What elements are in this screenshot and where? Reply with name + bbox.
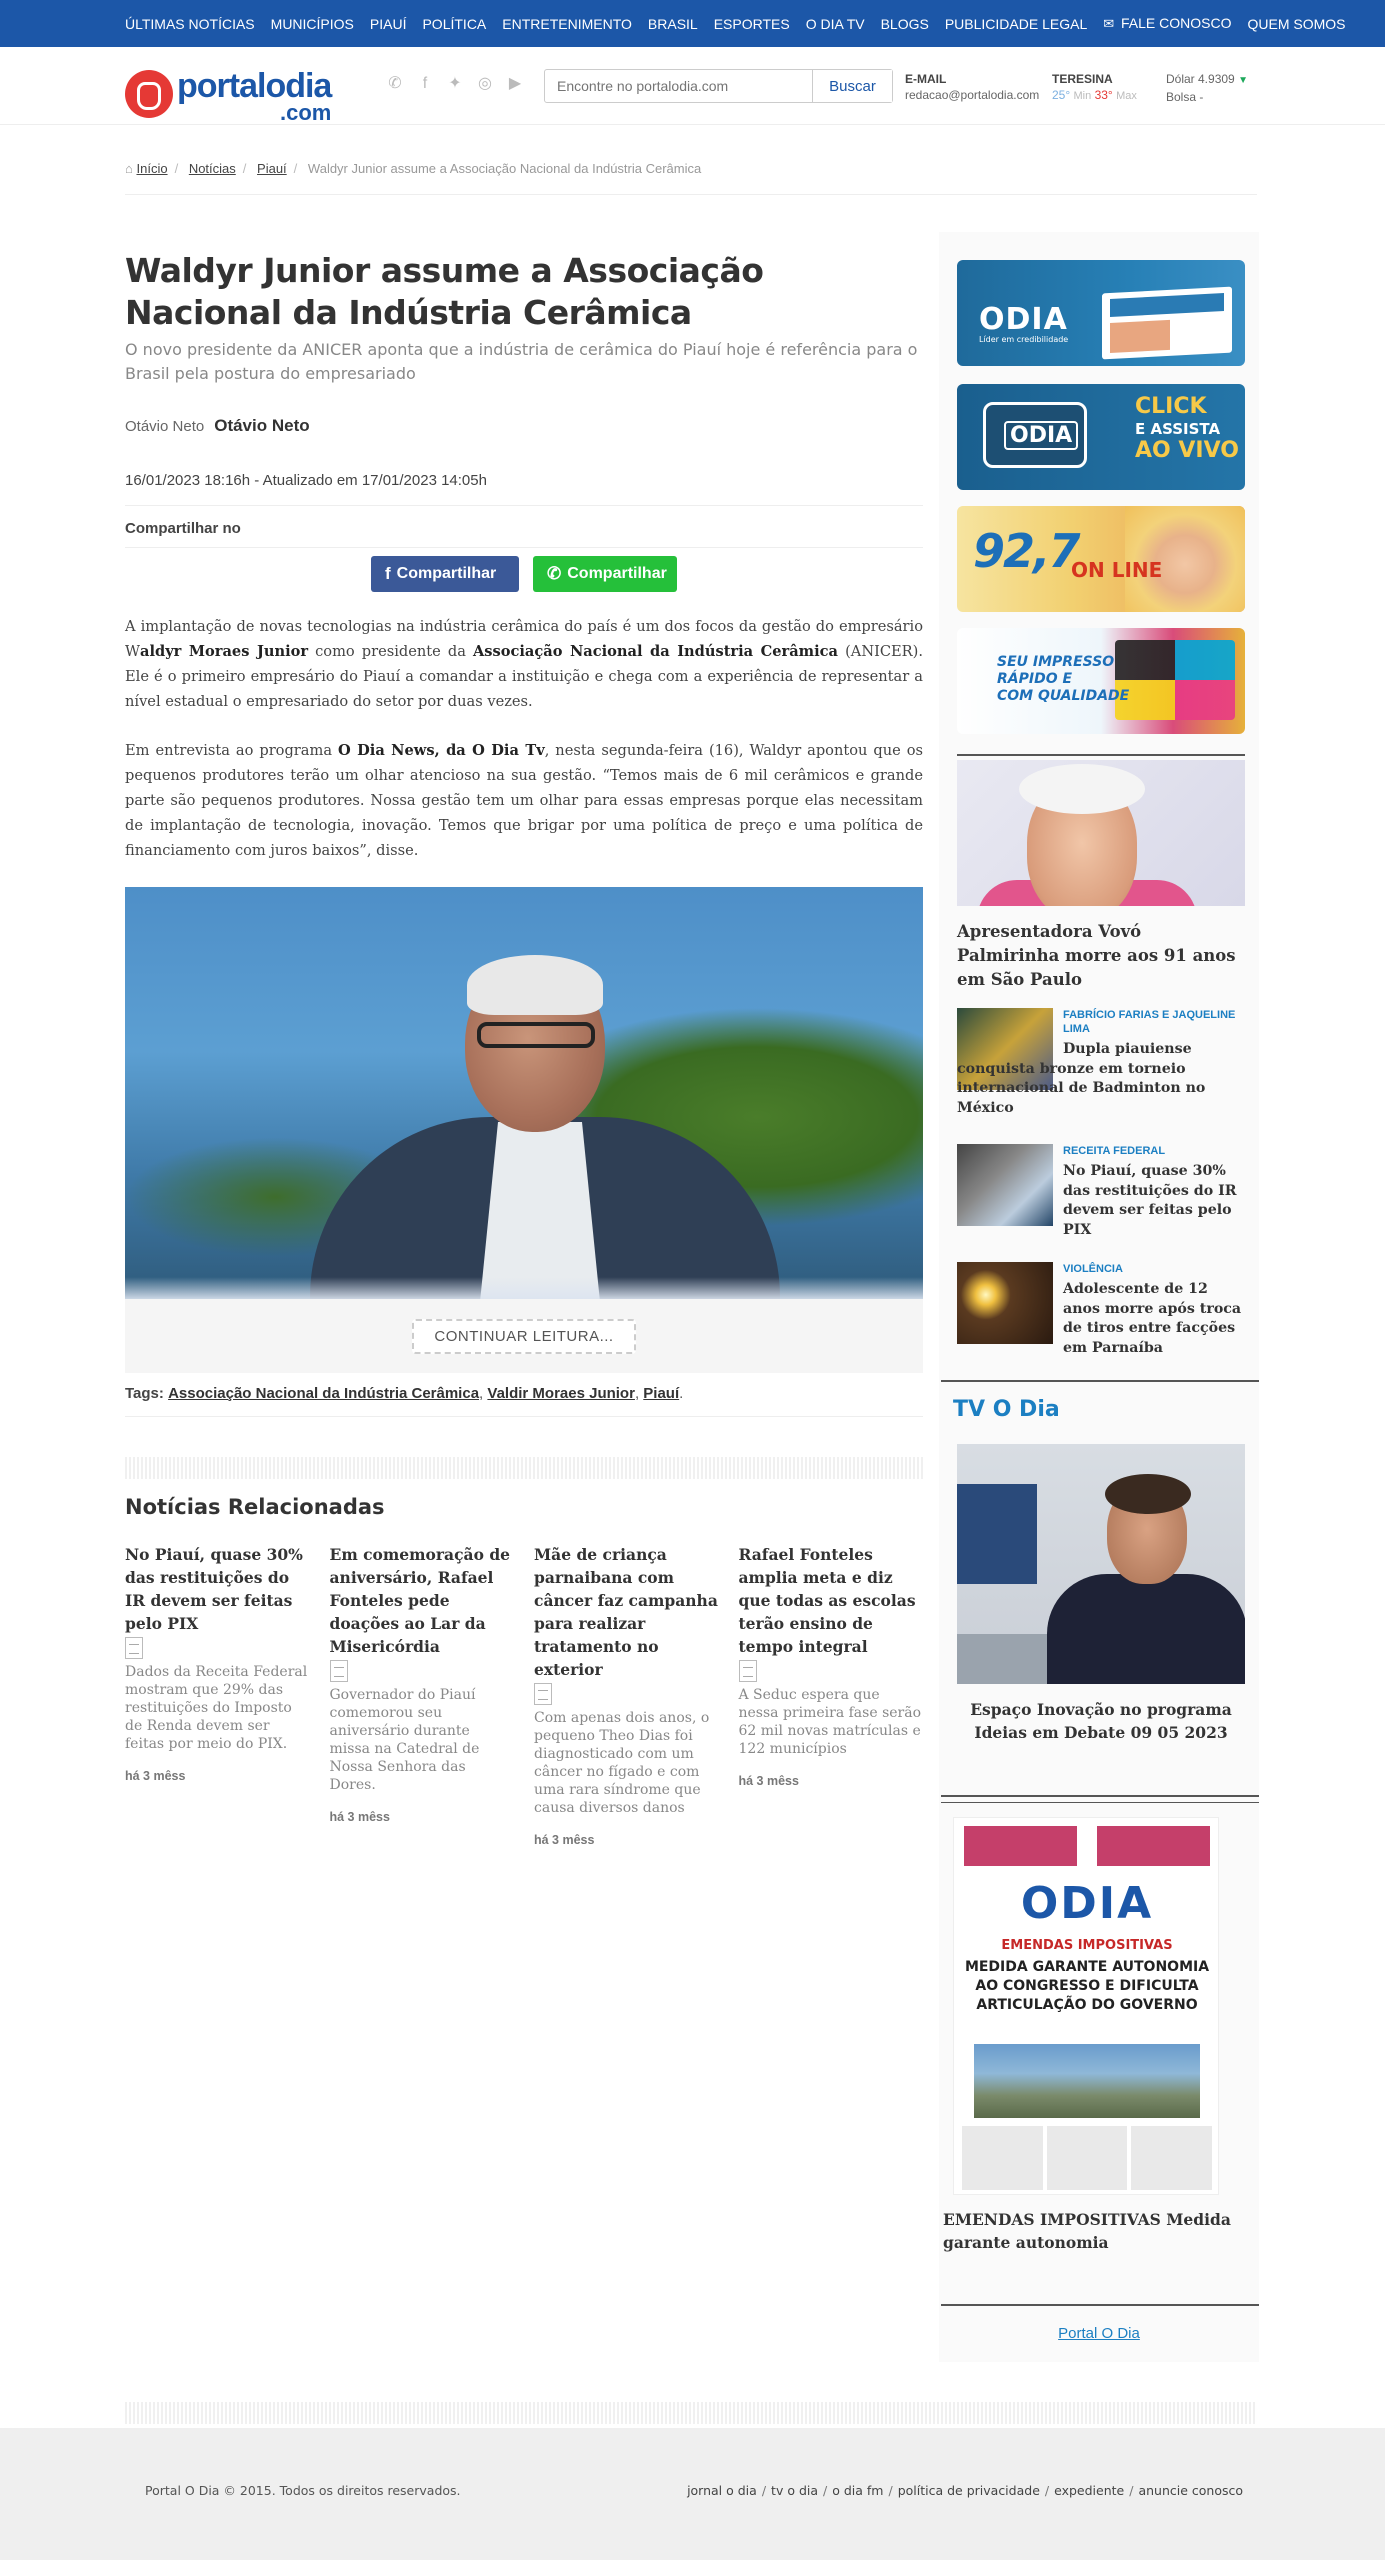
banner-tv-logo: ODIA (1004, 421, 1078, 450)
site-footer (0, 2428, 1385, 2560)
related-news-title[interactable]: Em comemoração de aniversário, Rafael Fonteles pede doações ao Lar da Misericórdia (329, 1545, 511, 1656)
article-date: 16/01/2023 18:16h - Atualizado em 17/01/2023 14:05h (125, 472, 923, 506)
article-title: Waldyr Junior assume a Associação Nacional da Indústria Cerâmica (125, 251, 764, 332)
social-links (385, 74, 535, 94)
banner-odia-tv-live[interactable] (957, 384, 1245, 490)
whatsapp-icon: ✆ (547, 564, 562, 583)
nav-item-piaui[interactable]: PIAUÍ (369, 15, 407, 32)
nav-item-fale-conosco[interactable] (1103, 15, 1231, 32)
article (125, 250, 923, 1847)
banner-online: ON LINE (1071, 558, 1163, 582)
related-news-desc: Dados da Receita Federal mostram que 29% das restituições do Imposto de Renda devem ser feitas por meio do PIX. (125, 1664, 308, 1752)
news-title[interactable]: Dupla piauiense conquista bronze em torneio internacional de Badminton no México (957, 1041, 1206, 1116)
banner-print-l3: COM QUALIDADE (997, 688, 1130, 704)
related-news-item[interactable] (125, 1543, 310, 1847)
sidebar-divider (941, 1380, 1259, 1382)
news-category: VIOLÊNCIA (1063, 1263, 1123, 1275)
footer-link-jornal[interactable]: jornal o dia (687, 2483, 757, 2498)
section-divider (125, 1457, 923, 1479)
nav-item-quem-somos[interactable]: QUEM SOMOS (1247, 15, 1346, 32)
tag-link[interactable]: Valdir Moraes Junior (487, 1385, 635, 1402)
related-news-list (125, 1543, 923, 1847)
weather-max: 33° (1094, 88, 1113, 102)
cover-top-boxes (954, 1818, 1219, 1874)
news-title[interactable]: No Piauí, quase 30% das restituições do IR devem ser feitas pelo PIX (1063, 1163, 1237, 1238)
cmyk-icon (1115, 640, 1235, 720)
breadcrumb-home[interactable]: Início (136, 161, 168, 176)
footer-copyright: Portal O Dia © 2015. Todos os direitos reservados. (145, 2483, 461, 2498)
share-facebook-label: Compartilhar (396, 565, 497, 582)
newspaper-cover[interactable] (953, 1817, 1219, 2195)
weather-city: TERESINA (1052, 72, 1113, 86)
banner-odia-logo: ODIA (979, 302, 1068, 337)
article-image (125, 887, 923, 1299)
weather-info (1052, 71, 1137, 104)
twitter-icon[interactable]: ✦ (448, 75, 462, 92)
related-news-desc: Governador do Piauí comemorou seu aniversário durante missa na Catedral de Nossa Senhora das Dores. (329, 1687, 480, 1793)
news-title[interactable]: Adolescente de 12 anos morre após troca de tiros entre facções em Parnaíba (1063, 1281, 1242, 1356)
breadcrumb-current: Waldyr Junior assume a Associação Nacional da Indústria Cerâmica (307, 161, 702, 176)
footer-link-fm[interactable]: o dia fm (832, 2483, 884, 2498)
continue-reading-area (125, 1299, 923, 1373)
sidebar-divider (941, 2304, 1259, 2306)
banner-odia-tag: Líder em credibilidade (979, 335, 1069, 344)
document-icon (330, 1660, 348, 1682)
email-label: E-MAIL (905, 72, 947, 86)
caret-down-icon: ▼ (1238, 75, 1248, 86)
related-news-desc: Com apenas dois anos, o pequeno Theo Dias foi diagnosticado com um câncer no fígado e com uma rara síndrome que causa diversos danos (534, 1710, 710, 1816)
news-thumbnail (957, 1144, 1053, 1226)
featured-news-title[interactable]: Apresentadora Vovó Palmirinha morre aos 91 anos em São Paulo (957, 922, 1236, 989)
footer-link-anuncie[interactable]: anuncie conosco (1138, 2483, 1243, 2498)
newspaper-cover-caption[interactable]: EMENDAS IMPOSITIVAS Medida garante autonomia (943, 2210, 1231, 2252)
breadcrumb-section[interactable]: Piauí (257, 161, 287, 176)
bolsa-rate: Bolsa - (1166, 90, 1204, 104)
banner-assista: E ASSISTA (1135, 420, 1221, 438)
related-news-time: há 3 mêss (534, 1833, 595, 1847)
news-category: RECEITA FEDERAL (1063, 1145, 1166, 1157)
sidebar-divider (941, 1795, 1259, 1797)
article-subtitle: O novo presidente da ANICER aponta que a indústria de cerâmica do Piauí hoje é referência para o Brasil pela postura do empresariado (125, 340, 918, 383)
article-paragraph: Em entrevista ao programa O Dia News, da O Dia Tv, nesta segunda-feira (16), Waldyr apontou que os pequenos produtores terão um olhar atencioso na sua gestão. “Temos mais de 6 mil cerâmicos e grande parte são pequenos produtores. Nossa gestão tem um olhar para essas empresas porque elas necessitam de implantação de tecnologia, inovação. Temos que brigar por uma política de preço e uma política de financiamento com juros baixos”, disse. (125, 742, 923, 859)
article-tags: Tags: Associação Nacional da Indústria Cerâmica, Valdir Moraes Junior, Piauí. (125, 1385, 923, 1417)
author-name[interactable]: Otávio Neto (214, 416, 310, 435)
search-box (544, 69, 893, 103)
related-news-title[interactable]: No Piauí, quase 30% das restituições do IR devem ser feitas pelo PIX (125, 1545, 303, 1633)
facebook-icon[interactable]: f (422, 75, 428, 92)
banner-radio-number: 92,7 (973, 524, 1079, 578)
featured-news-image[interactable] (957, 760, 1245, 906)
logo-suffix: .com (280, 100, 332, 125)
banner-print-l2: RÁPIDO E (997, 671, 1073, 687)
tags-label: Tags: (125, 1385, 164, 1402)
share-whatsapp-button[interactable] (533, 556, 677, 592)
cover-bottom-strip (960, 2126, 1214, 2190)
market-info (1166, 71, 1248, 105)
related-news-desc: A Seduc espera que nessa primeira fase serão 62 mil novas matrículas e 122 municípios (738, 1687, 922, 1757)
banner-odia-newspaper[interactable] (957, 260, 1245, 366)
share-buttons (125, 556, 923, 592)
nav-item-odia-tv[interactable]: O DIA TV (805, 15, 865, 32)
portal-odia-link[interactable]: Portal O Dia (1058, 2325, 1140, 2342)
banner-print-l1: SEU IMPRESSO (997, 654, 1115, 670)
cover-photo (974, 2044, 1200, 2118)
footer-divider (125, 2402, 1257, 2424)
sidebar (939, 232, 1259, 2362)
sidebar-divider (957, 754, 1245, 756)
continue-reading-button[interactable]: CONTINUAR LEITURA... (412, 1319, 635, 1354)
facebook-icon: f (385, 564, 391, 583)
sidebar-news-item[interactable] (957, 1262, 1245, 1356)
related-news-item[interactable] (534, 1543, 719, 1847)
envelope-icon: ✉ (1103, 16, 1115, 31)
related-news-time: há 3 mêss (738, 1774, 799, 1788)
related-news-title[interactable]: Rafael Fonteles amplia meta e diz que todas as escolas terão ensino de tempo integral (738, 1545, 916, 1656)
breadcrumb-news[interactable]: Notícias (188, 161, 236, 176)
banner-print-service[interactable] (957, 628, 1245, 734)
document-icon (125, 1637, 143, 1659)
footer-link-tv[interactable]: tv o dia (771, 2483, 819, 2498)
nav-item-entretenimento[interactable]: ENTRETENIMENTO (502, 15, 632, 32)
related-news-title[interactable]: Mãe de criança parnaibana com câncer faz campanha para realizar tratamento no exterior (534, 1545, 718, 1679)
tv-video-thumbnail[interactable] (957, 1444, 1245, 1684)
related-news-item[interactable] (330, 1543, 515, 1847)
cover-logo: ODIA (1020, 1878, 1154, 1929)
share-facebook-button[interactable] (371, 556, 519, 592)
banner-radio-927[interactable] (957, 506, 1245, 612)
nav-item-politica[interactable]: POLÍTICA (422, 15, 487, 32)
weather-min-label: Min (1073, 90, 1092, 102)
nav-item-fale-conosco-label: FALE CONOSCO (1121, 15, 1232, 31)
weather-max-label: Max (1116, 90, 1137, 102)
youtube-icon[interactable]: ▶ (508, 75, 522, 92)
nav-item-ultimas-noticias[interactable]: ÚLTIMAS NOTÍCIAS (125, 15, 255, 32)
top-navigation (0, 0, 1385, 47)
tv-video-caption[interactable]: Espaço Inovação no programa Ideias em Debate 09 05 2023 (970, 1700, 1232, 1742)
article-body (125, 614, 923, 863)
news-thumbnail (957, 1262, 1053, 1344)
tag-link[interactable]: Piauí (643, 1385, 680, 1402)
author-image-alt: Otávio Neto (125, 418, 205, 435)
phone-icon (983, 402, 1087, 468)
home-icon: ⌂ (125, 161, 133, 176)
article-author (125, 416, 923, 436)
cover-headline: MEDIDA GARANTE AUTONOMIA AO CONGRESSO E DIFICULTA ARTICULAÇÃO DO GOVERNO (964, 1959, 1210, 2013)
dollar-rate: Dólar 4.9309 (1166, 72, 1235, 86)
nav-item-publicidade-legal[interactable]: PUBLICIDADE LEGAL (944, 15, 1088, 32)
sidebar-news-item[interactable] (957, 1144, 1245, 1238)
news-category: FABRÍCIO FARIAS E JAQUELINE LIMA (1063, 1009, 1236, 1035)
instagram-icon[interactable]: ◎ (478, 75, 492, 92)
weather-min: 25° (1052, 88, 1071, 102)
sidebar-news-item[interactable] (957, 1008, 1245, 1116)
nav-item-municipios[interactable]: MUNICÍPIOS (270, 15, 354, 32)
banner-ao-vivo: AO VIVO (1135, 438, 1239, 463)
logo-text: portalodia (177, 67, 332, 105)
share-whatsapp-label: Compartilhar (567, 565, 667, 582)
related-news-time: há 3 mêss (125, 1769, 186, 1783)
related-news-heading: Notícias Relacionadas (125, 1495, 385, 1519)
logo-hand-icon (125, 70, 173, 118)
tag-link[interactable]: Associação Nacional da Indústria Cerâmica (168, 1385, 480, 1402)
nav-item-blogs[interactable]: BLOGS (880, 15, 929, 32)
site-logo[interactable] (125, 67, 355, 125)
document-icon (534, 1683, 552, 1705)
footer-links: jornal o dia / tv o dia / o dia fm / política de privacidade / expediente / anuncie conosco (687, 2483, 1243, 2498)
share-label: Compartilhar no (125, 520, 923, 548)
email-value[interactable]: redacao@portalodia.com (905, 88, 1040, 102)
breadcrumb: ⌂ Início / Notícias / Piauí / Waldyr Junior assume a Associação Nacional da Indústria Cerâmica (125, 161, 1257, 195)
footer-link-privacy[interactable]: política de privacidade (897, 2483, 1040, 2498)
whatsapp-icon[interactable]: ✆ (388, 75, 402, 92)
nav-item-brasil[interactable]: BRASIL (647, 15, 698, 32)
site-header (0, 47, 1385, 125)
email-info (905, 71, 1039, 103)
footer-link-expediente[interactable]: expediente (1054, 2483, 1125, 2498)
sidebar-divider (941, 1802, 1259, 1803)
nav-menu (125, 0, 1362, 47)
related-news-item[interactable] (739, 1543, 924, 1847)
article-paragraph: A implantação de novas tecnologias na indústria cerâmica do país é um dos focos da gestão do empresário Waldyr Moraes Junior como presidente da Associação Nacional da Indústria Cerâmica (ANICER). Ele é o primeiro empresário do Piauí a comandar a instituição e chega com a experiência de representar a nível estadual o empresariado do setor por duas vezes. (125, 618, 923, 710)
nav-item-esportes[interactable]: ESPORTES (713, 15, 790, 32)
related-news-time: há 3 mêss (329, 1810, 390, 1824)
newspaper-icon (1102, 287, 1232, 360)
cover-kicker: EMENDAS IMPOSITIVAS (1001, 1938, 1173, 1953)
search-input[interactable] (545, 70, 812, 102)
document-icon (739, 1660, 757, 1682)
tv-section-title[interactable]: TV O Dia (953, 1397, 1060, 1422)
banner-click: CLICK (1135, 394, 1207, 419)
search-button[interactable]: Buscar (812, 70, 892, 102)
